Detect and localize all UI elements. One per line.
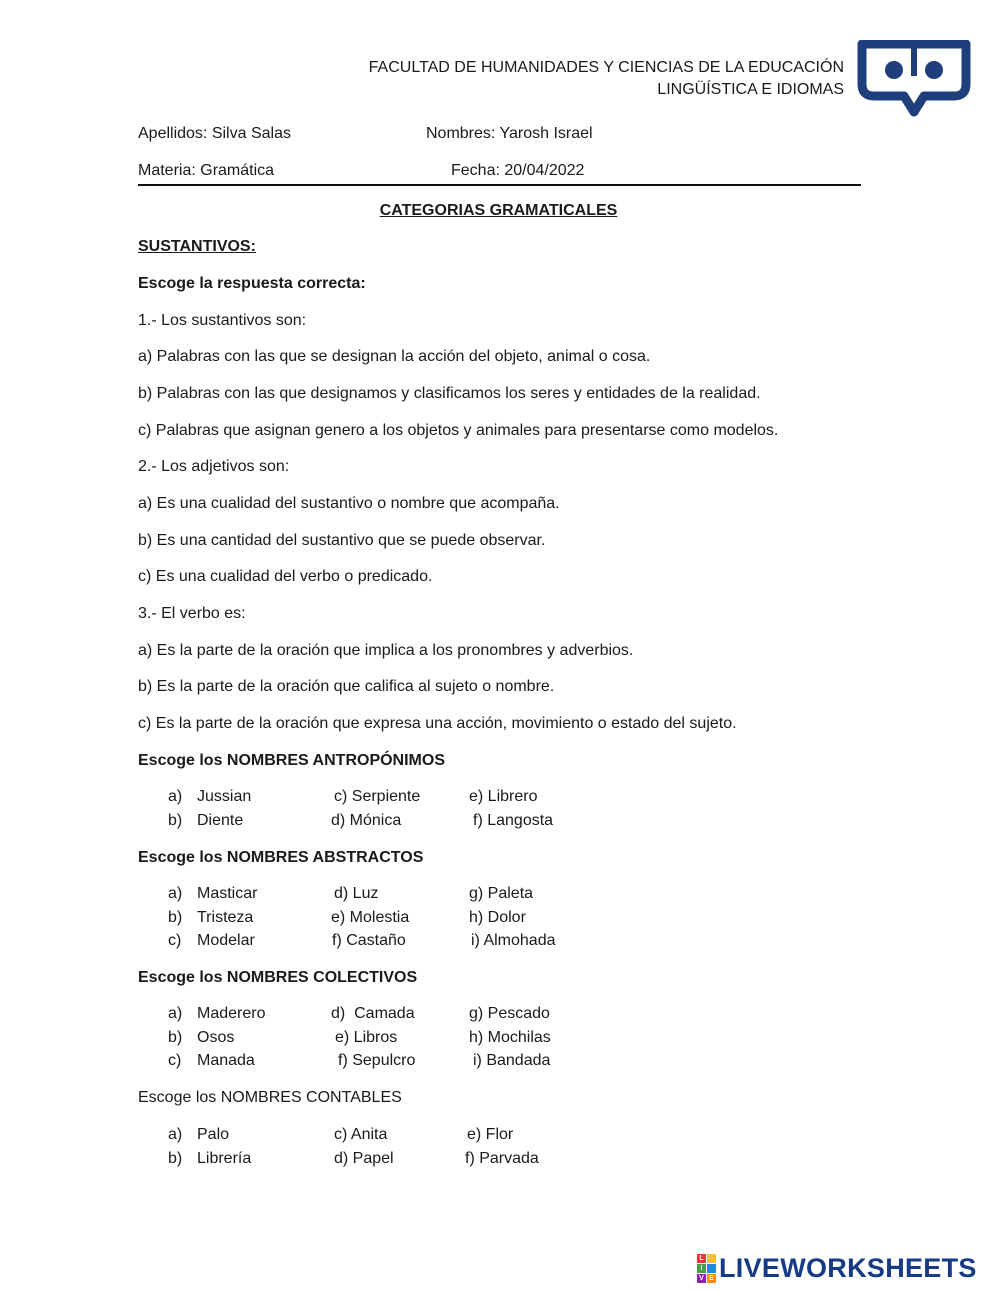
page-title: CATEGORIAS GRAMATICALES	[379, 202, 618, 219]
option-word[interactable]: e) Libros	[335, 1029, 398, 1046]
surname-field: Apellidos: Silva Salas	[138, 125, 291, 142]
logo-block	[707, 1264, 716, 1273]
option-letter: a)	[168, 1126, 183, 1143]
option-word[interactable]: e) Flor	[467, 1126, 514, 1143]
section-heading: SUSTANTIVOS:	[138, 238, 256, 255]
option-word[interactable]: Diente	[197, 812, 244, 829]
option-word[interactable]: h) Dolor	[469, 909, 526, 926]
option-letter: a)	[168, 1005, 183, 1022]
option-word[interactable]: c) Anita	[334, 1126, 388, 1143]
option-word[interactable]: f) Langosta	[473, 812, 554, 829]
option-word[interactable]: e) Librero	[469, 788, 538, 805]
option-word[interactable]: d) Luz	[334, 885, 379, 902]
option-word[interactable]: Maderero	[197, 1005, 266, 1022]
option-word[interactable]: h) Mochilas	[469, 1029, 551, 1046]
logo-block	[707, 1254, 716, 1263]
option-word[interactable]: Osos	[197, 1029, 235, 1046]
liveworksheets-watermark	[697, 1253, 977, 1283]
question-2-option-a[interactable]: a) Es una cualidad del sustantivo o nombre que acompaña.	[138, 495, 560, 512]
group-anthroponyms-heading: Escoge los NOMBRES ANTROPÓNIMOS	[138, 752, 445, 769]
instruction: Escoge la respuesta correcta:	[138, 275, 366, 292]
option-letter: b)	[168, 812, 183, 829]
given-names-field: Nombres: Yarosh Israel	[426, 125, 593, 142]
option-word[interactable]: Masticar	[197, 885, 258, 902]
question-2-option-c[interactable]: c) Es una cualidad del verbo o predicado.	[138, 568, 433, 585]
header-divider	[138, 184, 861, 186]
option-word[interactable]: d) Papel	[334, 1150, 394, 1167]
option-word[interactable]: g) Pescado	[469, 1005, 550, 1022]
option-letter: c)	[168, 932, 182, 949]
logo-block: V	[697, 1274, 706, 1283]
option-letter: b)	[168, 1029, 183, 1046]
option-word[interactable]: g) Paleta	[469, 885, 534, 902]
question-3-option-c[interactable]: c) Es la parte de la oración que expresa una acción, movimiento o estado del sujeto.	[138, 715, 737, 732]
option-word[interactable]: f) Castaño	[332, 932, 406, 949]
option-word[interactable]: d) Mónica	[331, 812, 402, 829]
question-1: 1.- Los sustantivos son:	[138, 312, 307, 329]
option-letter: b)	[168, 909, 183, 926]
option-letter: b)	[168, 1150, 183, 1167]
option-word[interactable]: f) Sepulcro	[338, 1052, 416, 1069]
logo-block: I	[697, 1264, 706, 1273]
question-3-option-b[interactable]: b) Es la parte de la oración que califica al sujeto o nombre.	[138, 678, 555, 695]
question-3-option-a[interactable]: a) Es la parte de la oración que implica a los pronombres y adverbios.	[138, 642, 634, 659]
option-letter: c)	[168, 1052, 182, 1069]
option-word[interactable]: i) Almohada	[471, 932, 556, 949]
question-1-option-b[interactable]: b) Palabras con las que designamos y clasificamos los seres y entidades de la realidad.	[138, 385, 761, 402]
liveworksheets-logo-icon	[697, 1254, 716, 1283]
logo-block: E	[707, 1274, 716, 1283]
department-name: LINGÜÍSTICA E IDIOMAS	[657, 81, 844, 98]
group-collective-heading: Escoge los NOMBRES COLECTIVOS	[138, 969, 418, 986]
logo-block: L	[697, 1254, 706, 1263]
option-word[interactable]: Modelar	[197, 932, 255, 949]
question-1-option-c[interactable]: c) Palabras que asignan genero a los objetos y animales para presentarse como modelos.	[138, 422, 779, 439]
option-word[interactable]: e) Molestia	[331, 909, 410, 926]
liveworksheets-text: LIVEWORKSHEETS	[719, 1252, 977, 1283]
option-word[interactable]: Tristeza	[197, 909, 254, 926]
question-3: 3.- El verbo es:	[138, 605, 246, 622]
option-word[interactable]: i) Bandada	[473, 1052, 551, 1069]
option-letter: a)	[168, 788, 183, 805]
option-word[interactable]: f) Parvada	[465, 1150, 539, 1167]
option-word[interactable]: c) Serpiente	[334, 788, 421, 805]
question-2-option-b[interactable]: b) Es una cantidad del sustantivo que se puede observar.	[138, 532, 546, 549]
university-logo-icon	[856, 40, 972, 118]
option-word[interactable]: Palo	[197, 1126, 230, 1143]
question-2: 2.- Los adjetivos son:	[138, 458, 290, 475]
option-word[interactable]: Manada	[197, 1052, 255, 1069]
option-word[interactable]: d) Camada	[331, 1005, 415, 1022]
option-word[interactable]: Jussian	[197, 788, 252, 805]
option-letter: a)	[168, 885, 183, 902]
faculty-name: FACULTAD DE HUMANIDADES Y CIENCIAS DE LA EDUCACIÓN	[368, 59, 844, 76]
question-1-option-a[interactable]: a) Palabras con las que se designan la acción del objeto, animal o cosa.	[138, 348, 651, 365]
date-field: Fecha: 20/04/2022	[451, 162, 585, 179]
group-countable-heading: Escoge los NOMBRES CONTABLES	[138, 1089, 402, 1106]
option-word[interactable]: Librería	[197, 1150, 252, 1167]
group-abstract-heading: Escoge los NOMBRES ABSTRACTOS	[138, 849, 424, 866]
subject-field: Materia: Gramática	[138, 162, 275, 179]
